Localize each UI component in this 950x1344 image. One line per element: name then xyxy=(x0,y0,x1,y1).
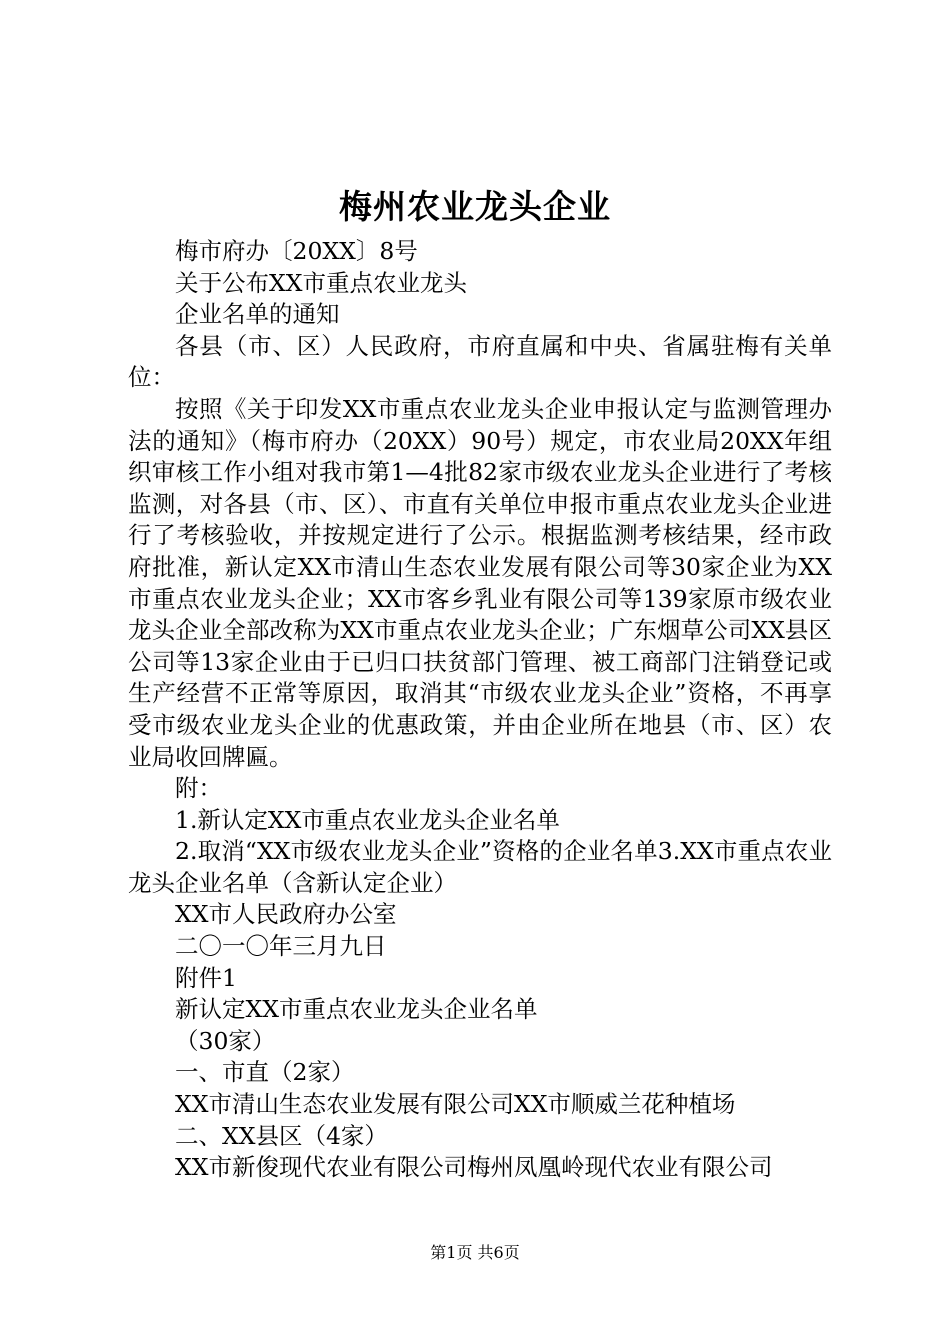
section-heading-city: 一、市直（2家） xyxy=(175,1058,355,1087)
attachment-item-2: 2.取消“XX市级农业龙头企业”资格的企业名单3.XX市重点农业龙头企业名单（含新认定企业） xyxy=(128,837,832,897)
doc-number: 梅市府办〔20XX〕8号 xyxy=(175,237,418,265)
attachments-heading: 附： xyxy=(175,774,222,803)
issuer-name: XX市人民政府办公室 xyxy=(175,900,397,929)
notice-title-line-2: 企业名单的通知 xyxy=(175,300,340,329)
main-body-paragraph: 按照《关于印发XX市重点农业龙头企业申报认定与监测管理办法的通知》（梅市府办（20XX）90号）规定，市农业局20XX年组织审核工作小组对我市第1—4批82家市级农业龙头企业进行了考核监测，对各县（市、区）、市直有关单位申报市重点农业龙头企业进行了考核验收，并按规定进行了公示。根据监测考核结果，经市政府批准，新认定XX市清山生态农业发展有限公司等30家企业为XX市重点农业龙头企业；XX市客乡乳业有限公司等139家原市级农业龙头企业全部改称为XX市重点农业龙头企业；广东烟草公司XX县区公司等13家企业由于已归口扶贫部门管理、被工商部门注销登记或生产经营不正常等原因，取消其“市级农业龙头企业”资格，不再享受市级农业龙头企业的优惠政策，并由企业所在地县（市、区）农业局收回牌匾。 xyxy=(128,394,832,771)
page-footer: 第1页 共6页 xyxy=(430,1243,520,1262)
appendix-count: （30家） xyxy=(175,1026,276,1055)
attachment-item-1: 1.新认定XX市重点农业龙头企业名单 xyxy=(175,805,560,834)
notice-title-line-1: 关于公布XX市重点农业龙头 xyxy=(175,268,467,297)
section-county-companies: XX市新俊现代农业有限公司梅州凤凰岭现代农业有限公司 xyxy=(175,1153,773,1182)
issue-date: 二〇一〇年三月九日 xyxy=(175,932,387,961)
document-body xyxy=(128,236,832,1184)
appendix-label: 附件1 xyxy=(175,963,237,992)
appendix-title: 新认定XX市重点农业龙头企业名单 xyxy=(175,995,538,1024)
addressee-paragraph: 各县（市、区）人民政府，市府直属和中央、省属驻梅有关单位： xyxy=(128,331,832,392)
section-city-companies: XX市清山生态农业发展有限公司XX市顺威兰花种植场 xyxy=(175,1090,736,1119)
document-title: 梅州农业龙头企业 xyxy=(339,187,611,226)
section-heading-county: 二、XX县区（4家） xyxy=(175,1121,388,1150)
